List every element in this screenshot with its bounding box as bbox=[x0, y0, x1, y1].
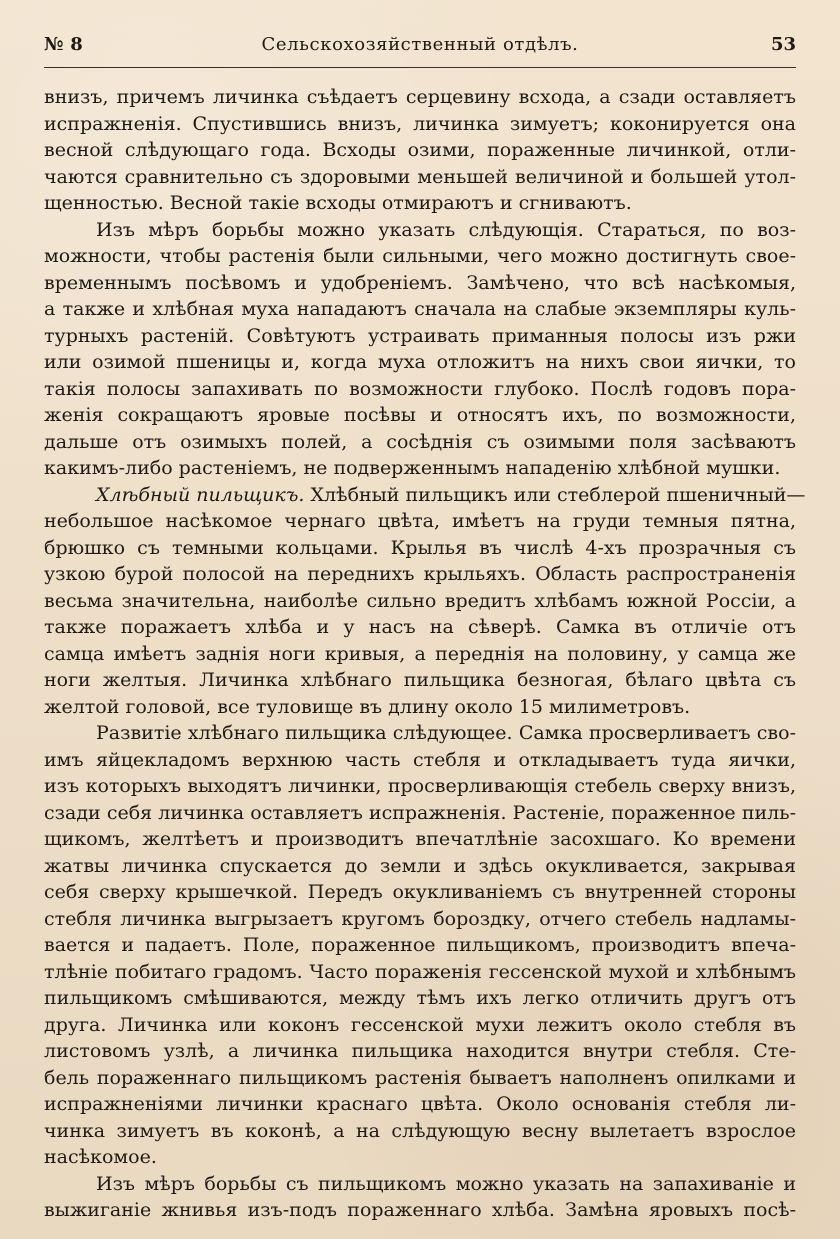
text-line: листовомъ узлѣ, а личинка пильщика находится внутри стебля. Сте- bbox=[44, 1040, 796, 1062]
text-line: женія сокращаютъ яровые посѣвы и относятъ ихъ, по возможности, bbox=[44, 404, 796, 426]
text-line: дальше отъ озимыхъ полей, а сосѣднія съ озимыми поля засѣваютъ bbox=[44, 430, 796, 453]
text-line: чинка зимуетъ въ коконѣ, а на слѣдующую весну вылетаетъ взрослое bbox=[44, 1119, 796, 1142]
section-title: Сельскохозяйственный отдѣлъ. bbox=[261, 34, 579, 55]
paragraph-3 bbox=[44, 482, 806, 721]
text-line: узкою бурой полосой на переднихъ крыльяхъ. Область распространенія bbox=[44, 563, 796, 585]
text-line: турныхъ растеній. Совѣтуютъ устраивать приманныя полосы изъ ржи bbox=[44, 324, 796, 347]
italic-subheading: Хлѣбный пильщикъ. bbox=[96, 483, 305, 506]
text-line: самца имѣетъ заднія ноги кривыя, а переднія на половину, у самца же bbox=[44, 642, 796, 665]
running-header bbox=[44, 35, 796, 55]
text-line: насѣкомое. bbox=[44, 1146, 157, 1168]
paragraph-2 bbox=[44, 217, 796, 482]
paragraph-1 bbox=[44, 84, 796, 217]
text-line: тлѣніе побитаго градомъ. Часто пораженія гессенской мухой и хлѣбнымъ bbox=[44, 960, 796, 983]
body-text bbox=[44, 84, 806, 1224]
text-line: жатвы личинка спускается до земли и здѣсь окукливается, закрывая bbox=[44, 854, 796, 877]
text-line: такія полосы запахивать по возможности глубоко. Послѣ годовъ пора- bbox=[44, 377, 796, 400]
text-line: чаются сравнительно съ здоровыми меньшей величиной и большей утол- bbox=[44, 165, 796, 188]
text-line: временнымъ посѣвомъ и удобреніемъ. Замѣчено, что всѣ насѣкомыя, bbox=[44, 271, 796, 294]
text-line: Развитіе хлѣбнаго пильщика слѣдующее. Самка просверливаетъ сво- bbox=[96, 722, 796, 744]
text-line: брюшко съ темными кольцами. Крылья въ числѣ 4-хъ прозрачныя съ bbox=[44, 536, 796, 559]
page-number: 53 bbox=[770, 34, 796, 55]
text-line: весьма значительна, наиболѣе сильно вредитъ хлѣбамъ южной Россіи, а bbox=[44, 589, 796, 612]
text-line: также поражаетъ хлѣба и у насъ на сѣверѣ. Самка въ отличіе отъ bbox=[44, 616, 796, 638]
header-rule bbox=[44, 67, 796, 68]
paragraph-lead-line bbox=[44, 482, 806, 509]
text-line: внизъ, причемъ личинка съѣдаетъ серцевину всхода, а сзади оставляетъ bbox=[44, 86, 796, 108]
text-line: желтой головой, все туловище въ длину около 15 милиметровъ. bbox=[44, 695, 691, 718]
text-line: стебля личинка выгрызаетъ кругомъ бороздку, отчего стебель надламы- bbox=[44, 907, 796, 930]
text-line: друга. Личинка или коконъ гессенской мухи лежитъ около стебля въ bbox=[44, 1013, 796, 1036]
text-line: или озимой пшеницы и, когда муха отложитъ на нихъ свои яички, то bbox=[44, 351, 796, 373]
text-line: испражненія. Спустившись внизъ, личинка зимуетъ; коконируется она bbox=[44, 112, 796, 135]
text-line: испражненіями личинки краснаго цвѣта. Около основанія стебля ли- bbox=[44, 1093, 796, 1115]
text-line: небольшое насѣкомое чернаго цвѣта, имѣетъ на груди темныя пятна, bbox=[44, 510, 796, 532]
text-line: бель пораженнаго пильщикомъ растенія бываетъ наполненъ опилками и bbox=[44, 1066, 796, 1089]
text-fragment: Хлѣбный пильщикъ или стеблерой пшеничный— bbox=[304, 483, 806, 506]
text-line: выжиганіе жнивья изъ-подъ пораженнаго хлѣба. Замѣна яровыхъ посѣ- bbox=[44, 1199, 796, 1221]
text-line: имъ яйцекладомъ верхнюю часть стебля и откладываетъ туда яички, bbox=[44, 748, 796, 771]
paragraph-4 bbox=[44, 720, 796, 1171]
text-line: щикомъ, желтѣетъ и производитъ впечатлѣніе засохшаго. Ко времени bbox=[44, 828, 796, 850]
paragraph-5 bbox=[44, 1171, 796, 1224]
text-line: можности, чтобы растенія были сильными, чего можно достигнуть свое- bbox=[44, 245, 796, 267]
text-line: вается и падаетъ. Поле, пораженное пильщикомъ, производитъ впеча- bbox=[44, 934, 796, 956]
text-line: изъ которыхъ выходятъ личинки, просверливающія стебель сверху внизъ, bbox=[44, 775, 796, 797]
text-line: а также и хлѣбная муха нападаютъ сначала на слабые экземпляры куль- bbox=[44, 298, 796, 320]
text-line: Изъ мѣръ борьбы можно указать слѣдующія. Стараться, по воз- bbox=[96, 218, 796, 241]
text-line: ноги желтыя. Личинка хлѣбнаго пильщика безногая, бѣлаго цвѣта съ bbox=[44, 669, 796, 691]
text-line: Изъ мѣръ борьбы съ пильщикомъ можно указать на запахиваніе и bbox=[96, 1172, 796, 1195]
text-line: сзади себя личинка оставляетъ испражненія. Растеніе, пораженное пиль- bbox=[44, 801, 796, 824]
text-line: какимъ-либо растеніемъ, не подверженнымъ нападенію хлѣбной мушки. bbox=[44, 457, 781, 479]
text-line: себя сверху крышечкой. Передъ окукливаніемъ съ внутренней стороны bbox=[44, 881, 796, 903]
text-line: щенностью. Весной такіе всходы отмираютъ и сгниваютъ. bbox=[44, 192, 632, 214]
text-line: весной слѣдующаго года. Всходы озими, пораженные личинкой, отли- bbox=[44, 139, 796, 161]
text-line: пильщикомъ смѣшиваются, между тѣмъ ихъ легко отличить другъ отъ bbox=[44, 987, 796, 1009]
issue-number: № 8 bbox=[44, 34, 83, 55]
